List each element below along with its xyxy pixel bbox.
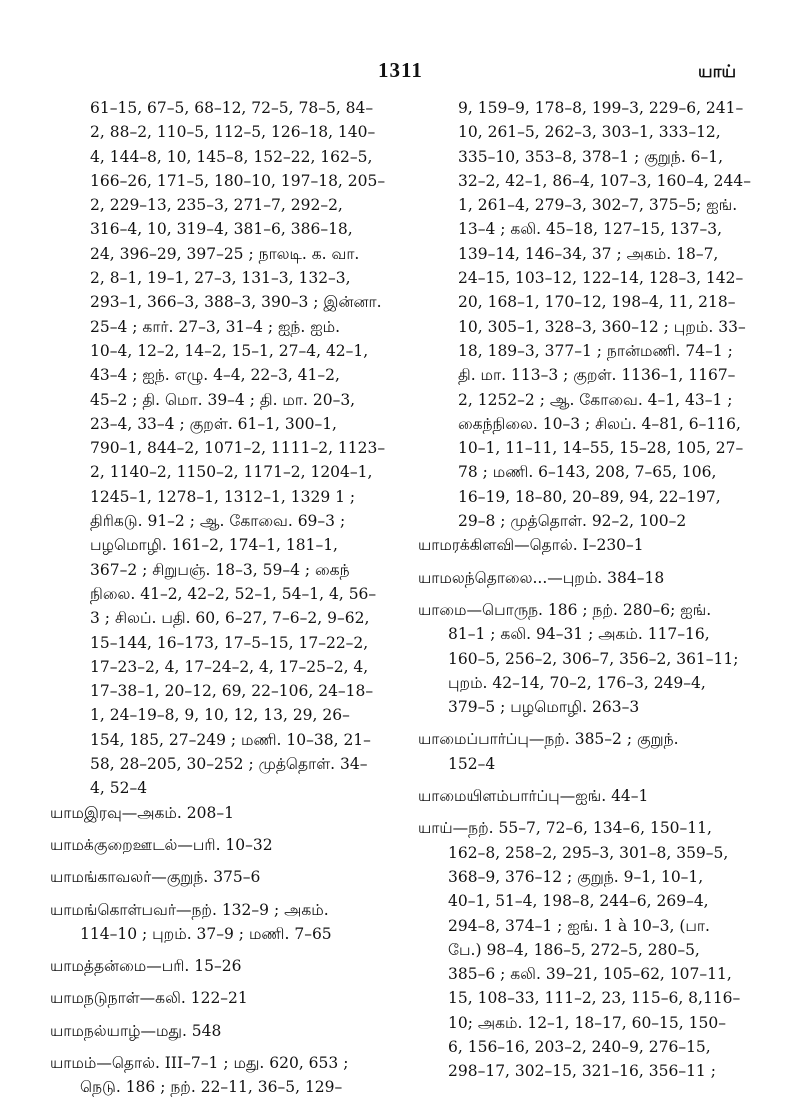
index-line: யாமஇரவு—அகம். 208–1 [50, 803, 234, 822]
index-line: 25–4 ; கார். 27–3, 31–4 ; ஐந். ஐம். [90, 317, 341, 336]
index-line: யாமங்கொள்பவர்—நற். 132–9 ; அகம். [50, 900, 329, 919]
index-line: யாமநடுநாள்—கலி. 122–21 [50, 989, 248, 1008]
index-entry [50, 1019, 385, 1043]
index-line: 4, 144–8, 10, 145–8, 152–22, 162–5, [90, 147, 373, 166]
running-head: யாய் [698, 62, 737, 82]
page-number: 1311 [378, 58, 423, 82]
index-line: 298–17, 302–15, 321–16, 356–11 ; [448, 1062, 716, 1081]
left-entries [50, 801, 385, 1100]
index-line: 10–1, 11–11, 14–55, 15–28, 105, 27– [458, 439, 744, 458]
right-entries [418, 533, 748, 1083]
index-line: யாமங்காவலர்—குறுந். 375–6 [50, 868, 261, 887]
index-line: 2, 1252–2 ; ஆ. கோவை. 4–1, 43–1 ; [458, 390, 733, 409]
index-line: பே.) 98–4, 186–5, 272–5, 280–5, [448, 940, 700, 959]
index-line: 6, 156–16, 203–2, 240–9, 276–15, [448, 1037, 711, 1056]
index-line: 160–5, 256–2, 306–7, 356–2, 361–11; [448, 649, 739, 668]
index-line: 152–4 [448, 754, 496, 773]
index-line: நிலை. 41–2, 42–2, 52–1, 54–1, 4, 56– [90, 584, 377, 603]
index-line: யாய்—நற். 55–7, 72–6, 134–6, 150–11, [418, 819, 712, 838]
index-line: 4, 52–4 [90, 779, 148, 798]
index-line: 10, 305–1, 328–3, 360–12 ; புறம். 33– [458, 317, 746, 336]
index-line: நெடு. 186 ; நற். 22–11, 36–5, 129– [80, 1078, 343, 1097]
index-entry [418, 784, 748, 808]
index-line: பழமொழி. 161–2, 174–1, 181–1, [90, 536, 338, 555]
index-entry [418, 533, 748, 557]
index-line: யாமை—பொருந. 186 ; நற். 280–6; ஐங். [418, 600, 712, 619]
index-entry [50, 865, 385, 889]
index-line: 24, 396–29, 397–25 ; நாலடி. க. வா. [90, 244, 360, 263]
index-entry [50, 954, 385, 978]
index-line: 2, 1140–2, 1150–2, 1171–2, 1204–1, [90, 463, 373, 482]
index-entry [418, 816, 748, 1083]
index-line: 15, 108–33, 111–2, 23, 115–6, 8,116– [448, 989, 741, 1008]
index-line: 15–144, 16–173, 17–5–15, 17–22–2, [90, 633, 369, 652]
index-line: 154, 185, 27–249 ; மணி. 10–38, 21– [90, 730, 371, 749]
index-line: 32–2, 42–1, 86–4, 107–3, 160–4, 244– [458, 171, 752, 190]
index-line: யாமத்தன்மை—பரி. 15–26 [50, 957, 242, 976]
index-entry [50, 833, 385, 857]
index-line: 367–2 ; சிறுபஞ். 18–3, 59–4 ; கைந் [90, 560, 350, 579]
index-entry [50, 986, 385, 1010]
index-line: 1, 24–19–8, 9, 10, 12, 13, 29, 26– [90, 706, 350, 725]
index-line: 368–9, 376–12 ; குறுந். 9–1, 10–1, [448, 867, 704, 886]
right-column [418, 96, 752, 1092]
index-line: யாமம்—தொல். III–7–1 ; மது. 620, 653 ; [50, 1053, 349, 1072]
index-line: 294–8, 374–1 ; ஐங். 1 à 10–3, (பா. [448, 916, 710, 935]
index-line: 29–8 ; முத்தொள். 92–2, 100–2 [458, 512, 687, 531]
index-line: 10, 261–5, 262–3, 303–1, 333–12, [458, 123, 721, 142]
index-line: யாமக்குறைஊடல்—பரி. 10–32 [50, 835, 273, 854]
index-line: 23–4, 33–4 ; குறள். 61–1, 300–1, [90, 414, 337, 433]
left-continuation [50, 96, 385, 801]
index-line: 3 ; சிலப். பதி. 60, 6–27, 7–6–2, 9–62, [90, 609, 370, 628]
index-line: 293–1, 366–3, 388–3, 390–3 ; இன்னா. [90, 293, 382, 312]
index-line: புறம். 42–14, 70–2, 176–3, 249–4, [448, 673, 706, 692]
index-line: 162–8, 258–2, 295–3, 301–8, 359–5, [448, 843, 729, 862]
index-line: 61–15, 67–5, 68–12, 72–5, 78–5, 84– [90, 99, 374, 117]
index-line: யாமரக்கிளவி—தொல். I–230–1 [418, 536, 644, 555]
index-line: 18, 189–3, 377–1 ; நான்மணி. 74–1 ; [458, 341, 733, 360]
index-line: 24–15, 103–12, 122–14, 128–3, 142– [458, 269, 744, 288]
right-continuation [418, 96, 752, 533]
index-line: 379–5 ; பழமொழி. 263–3 [448, 698, 640, 717]
index-line: யாமைப்பார்ப்பு—நற். 385–2 ; குறுந். [418, 730, 679, 749]
index-line: திரிகடு. 91–2 ; ஆ. கோவை. 69–3 ; [90, 512, 346, 531]
index-line: 2, 8–1, 19–1, 27–3, 131–3, 132–3, [90, 269, 351, 288]
index-entry [50, 1051, 385, 1100]
index-line: யாமநல்யாழ்—மது. 548 [50, 1021, 222, 1040]
index-line: தி. மா. 113–3 ; குறள். 1136–1, 1167– [458, 366, 736, 385]
index-line: யாமையிளம்பார்ப்பு—ஐங். 44–1 [418, 787, 649, 806]
index-line: 166–26, 171–5, 180–10, 197–18, 205– [90, 171, 386, 190]
index-line: யாமலந்தொலை...—புறம். 384–18 [418, 568, 665, 587]
index-line: 43–4 ; ஐந். எழு. 4–4, 22–3, 41–2, [90, 366, 340, 385]
index-line: 1245–1, 1278–1, 1312–1, 1329 1 ; [90, 487, 356, 506]
index-line: 17–38–1, 20–12, 69, 22–106, 24–18– [90, 682, 374, 701]
index-line: கைந்நிலை. 10–3 ; சிலப். 4–81, 6–116, [458, 414, 741, 433]
index-line: 9, 159–9, 178–8, 199–3, 229–6, 241– [458, 99, 744, 117]
index-line: 2, 88–2, 110–5, 112–5, 126–18, 140– [90, 123, 376, 142]
index-entry [418, 566, 748, 590]
index-line: 10–4, 12–2, 14–2, 15–1, 27–4, 42–1, [90, 341, 369, 360]
index-line: 16–19, 18–80, 20–89, 94, 22–197, [458, 487, 721, 506]
index-line: 20, 168–1, 170–12, 198–4, 11, 218– [458, 293, 736, 312]
index-line: 17–23–2, 4, 17–24–2, 4, 17–25–2, 4, [90, 657, 369, 676]
index-line: 316–4, 10, 319–4, 381–6, 386–18, [90, 220, 353, 239]
index-line: 78 ; மணி. 6–143, 208, 7–65, 106, [458, 463, 717, 482]
index-line: 58, 28–205, 30–252 ; முத்தொள். 34– [90, 755, 368, 774]
index-line: 790–1, 844–2, 1071–2, 1111–2, 1123– [90, 439, 386, 458]
index-entry [418, 598, 748, 719]
index-line: 10; அகம். 12–1, 18–17, 60–15, 150– [448, 1013, 726, 1032]
index-line: 45–2 ; தி. மொ. 39–4 ; தி. மா. 20–3, [90, 390, 356, 409]
index-line: 2, 229–13, 235–3, 271–7, 292–2, [90, 196, 343, 215]
left-column [50, 96, 385, 1108]
index-line: 139–14, 146–34, 37 ; அகம். 18–7, [458, 244, 719, 263]
index-line: 385–6 ; கலி. 39–21, 105–62, 107–11, [448, 965, 732, 984]
index-entry [418, 727, 748, 776]
index-line: 40–1, 51–4, 198–8, 244–6, 269–4, [448, 892, 709, 911]
index-line: 81–1 ; கலி. 94–31 ; அகம். 117–16, [448, 625, 710, 644]
index-line: 1, 261–4, 279–3, 302–7, 375–5; ஐங். [458, 196, 738, 215]
index-line: 114–10 ; புறம். 37–9 ; மணி. 7–65 [80, 924, 332, 943]
index-line: 335–10, 353–8, 378–1 ; குறுந். 6–1, [458, 147, 724, 166]
index-line: 13–4 ; கலி. 45–18, 127–15, 137–3, [458, 220, 723, 239]
index-entry [50, 898, 385, 947]
index-entry [50, 801, 385, 825]
